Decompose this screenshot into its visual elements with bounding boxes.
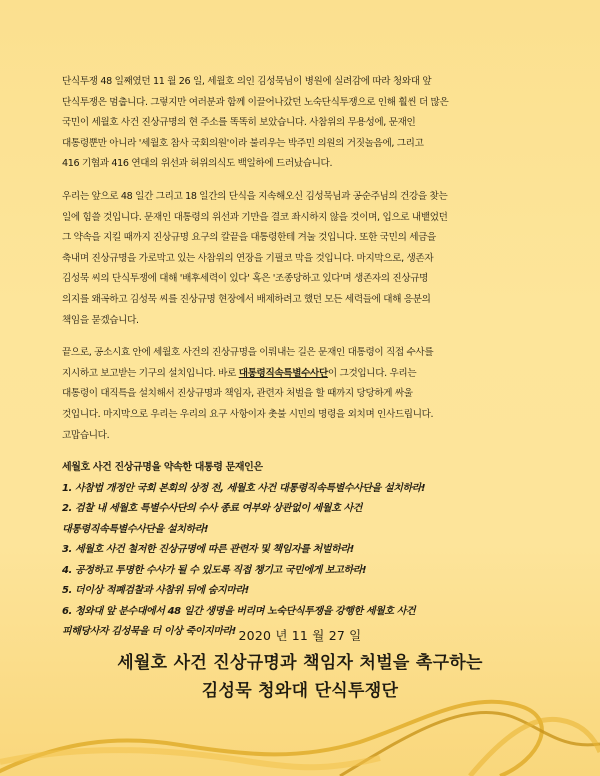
text-line xyxy=(62,364,542,385)
statement-date: 2020 년 11 월 27 일 xyxy=(238,628,362,643)
demand-item: 5. 더이상 적폐검찰과 사참위 뒤에 숨지마라! xyxy=(62,585,249,597)
text-line: 일에 힘쓸 것입니다. 문재인 대통령의 위선과 기만을 결코 좌시하지 않을 것이며, 입으로 내뱉었던 xyxy=(62,211,448,223)
text-line: 것입니다. 마지막으로 우리는 우리의 요구 사항이자 촛불 시민의 명령을 외치며 인사드립니다. xyxy=(62,408,434,420)
text-line: 대통령이 대직특을 설치해서 진상규명과 책임자, 관련자 처벌을 할 때까지 당당하게 싸울 xyxy=(62,388,413,400)
text-line: 고맙습니다. xyxy=(62,429,110,441)
paragraph-3 xyxy=(62,343,542,446)
text-line: 김성묵 씨의 단식투쟁에 대해 '배후세력이 있다' 혹은 '조종당하고 있다'며 생존자의 진상규명 xyxy=(62,273,429,285)
demand-item: 3. 세월호 사건 철저한 진상규명에 따른 관련자 및 책임자를 처벌하라! xyxy=(62,544,354,556)
paragraph-1 xyxy=(62,72,542,175)
text-line: 416 기협과 416 연대의 위선과 허위의식도 백일하에 드러났습니다. xyxy=(62,158,333,170)
paragraph-2 xyxy=(62,187,542,331)
demand-item: 6. 청와대 앞 분수대에서 48 일간 생명을 버리며 노숙단식투쟁을 강행한 세월호 사건 xyxy=(62,605,416,617)
demand-item: 2. 검찰 내 세월호 특별수사단의 수사 종료 여부와 상관없이 세월호 사건 xyxy=(62,503,363,515)
signatory-title-line-1: 세월호 사건 진상규명과 책임자 처벌을 촉구하는 xyxy=(117,653,483,673)
demand-item: 피해당사자 김성묵을 더 이상 죽이지마라! xyxy=(62,626,236,638)
text-line: 그 약속을 지킬 때까지 진상규명 요구의 칼끝을 대통령한테 겨눌 것입니다. 또한 국민의 세금을 xyxy=(62,232,436,244)
demand-item: 1. 사참법 개정안 국회 본회의 상정 전, 세월호 사건 대통령직속특별수사단을 설치하라! xyxy=(62,482,426,494)
text-line: 단식투쟁은 멈춥니다. 그렇지만 여러분과 함께 이끌어나갔던 노숙단식투쟁으로 인해 훨씬 더 많은 xyxy=(62,96,449,108)
text-line: 우리는 앞으로 48 일간 그리고 18 일간의 단식을 지속해오신 김성묵님과 공순주님의 건강을 찾는 xyxy=(62,190,448,202)
signatory-title-line-2: 김성묵 청와대 단식투쟁단 xyxy=(201,681,399,701)
demands-list xyxy=(62,458,542,643)
text-line: 책임을 묻겠습니다. xyxy=(62,314,139,326)
demand-item: 4. 공정하고 투명한 수사가 될 수 있도록 직접 챙기고 국민에게 보고하라! xyxy=(62,564,367,576)
text-segment: 이 그것입니다. 우리는 xyxy=(327,367,417,379)
text-line: 대통령뿐만 아니라 '세월호 참사 국회의원'이라 불리우는 박주민 의원의 거짓놀음에, 그리고 xyxy=(62,137,424,149)
text-segment: 지시하고 보고받는 기구의 설치입니다. 바로 xyxy=(62,367,239,379)
statement-body xyxy=(62,72,542,643)
demands-heading: 세월호 사건 진상규명을 약속한 대통령 문재인은 xyxy=(62,462,263,474)
text-line: 끝으로, 공소시효 안에 세월호 사건의 진상규명을 이뤄내는 길은 문재인 대통령이 직접 수사를 xyxy=(62,347,434,359)
text-line: 단식투쟁 48 일째였던 11 월 26 일, 세월호 의인 김성묵님이 병원에 실려감에 따라 청와대 앞 xyxy=(62,76,432,87)
demand-item: 대통령직속특별수사단을 설치하라! xyxy=(62,523,209,535)
special-investigation-unit-emphasis: 대통령직속특별수사단 xyxy=(238,367,328,379)
text-line: 의지를 왜곡하고 김성묵 씨를 진상규명 현장에서 배제하려고 했던 모든 세력들에 대해 응분의 xyxy=(62,293,431,305)
text-line: 국민이 세월호 사건 진상규명의 현 주소를 똑똑히 보았습니다. 사참위의 무용성에, 문재인 xyxy=(62,117,416,129)
text-line: 축내며 진상규명을 가로막고 있는 사참위의 연장을 기필코 막을 것입니다. 마지막으로, 생존자 xyxy=(62,252,434,264)
